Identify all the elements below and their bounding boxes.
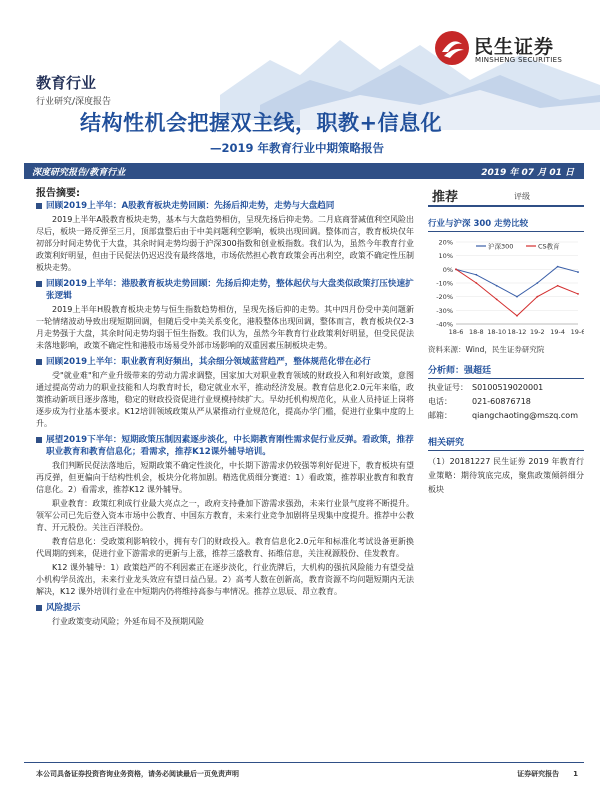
report-category: 深度研究报告/教育行业: [32, 168, 126, 178]
section-paragraph: 受"就业难"和产业升级带来的劳动力需求调整，国家加大对职业教育领域的财政投入和利好政策，意图通过提高劳动力的职业技能和人均教育时长，稳定就业水平，推动经济发展。教育信息化2.0元年来临，政策推动新项目逐步落地，稳定的财政投资促进行业规模持续扩大。早幼托机构规范化，从业人员持证上岗将逐步成为行业基本要求。K12培训领域政策从严从紧推动行业规范化，提高办学门槛，促进行业集中度的上升。: [36, 371, 414, 428]
analyst-heading: [428, 363, 584, 379]
chart-point: [536, 282, 538, 284]
related-research-heading: 相关研究: [428, 435, 584, 451]
chart-point: [516, 315, 518, 317]
analyst-info: [428, 381, 584, 423]
section-paragraph: K12 课外辅导：1）政策趋严的不利因素正在逐步淡化，行业洗牌后，大机构的强抗风险能力有望受益小机构学员流出，未来行业龙头效应有望日益凸显。2）高考人数在创新高，教育资源不均问题短期内无法解决，K12 课外培训行业在中短期内仍将维持高参与率情况。推荐立思辰、昂立教育。: [36, 563, 414, 596]
phone-row: 电话： 021-60876718: [428, 397, 531, 406]
section-heading: 展望2019下半年：短期政策压制因素逐步淡化，中长期教育刚性需求促行业反弹。看政策，推荐职业教育和教育信息化；看需求，推荐K12课外辅导培训。: [36, 434, 414, 458]
chart-y-tick-label: 10%: [438, 252, 453, 261]
report-header: [0, 0, 600, 165]
abstract-section: [36, 602, 414, 628]
comparison-chart: [428, 236, 584, 340]
chart-x-tick-label: 19-6: [570, 328, 584, 336]
rating-row: [428, 185, 584, 207]
email-link[interactable]: qiangchaoting@mszq.com: [472, 411, 578, 420]
rating-label: 评级: [514, 192, 530, 201]
abstract-label: 报告摘要:: [36, 188, 80, 199]
chart-point: [577, 293, 579, 295]
logo-mark-icon: [434, 30, 470, 66]
legend-label: 沪深300: [488, 242, 514, 251]
chart-series-line: [456, 269, 578, 315]
chart-point: [536, 296, 538, 298]
bullet-square-icon: [36, 203, 42, 209]
chart-y-tick-label: -40%: [436, 320, 453, 329]
email-row: 邮箱： qiangchaoting@mszq.com: [428, 411, 578, 420]
chart-point: [557, 266, 559, 268]
page-footer: [24, 762, 584, 782]
section-paragraph: 职业教育：政策红利成行业最大亮点之一，政府支持叠加下游需求强劲，未来行业景气度将不断提升。领军公司已先后登入资本市场中公教育、中国东方教育，未来行业竞争加剧将呈现集中度提升。推荐中公教育、开元股份。关注百洋股份。: [36, 499, 414, 532]
industry-name: 教育行业: [36, 74, 97, 92]
bullet-square-icon: [36, 359, 42, 365]
abstract-section: [36, 200, 414, 274]
chart-point: [557, 285, 559, 287]
chart-svg: [428, 236, 584, 340]
chart-y-tick-label: 0%: [442, 265, 453, 274]
company-logo: [434, 30, 584, 70]
footer-disclaimer: 本公司具备证券投资咨询业务资格，请务必阅读最后一页免责声明: [36, 770, 239, 778]
abstract-column: [36, 200, 414, 632]
chart-x-tick-label: 18-6: [448, 328, 464, 336]
chart-point: [577, 271, 579, 273]
chart-title: 行业与沪深 300 走势比较: [428, 217, 584, 232]
section-heading: 回顾2019上半年：A股教育板块走势回顾：先扬后抑走势，走势与大盘趋同: [36, 200, 414, 212]
bullet-square-icon: [36, 605, 42, 611]
report-info-bar: [24, 163, 584, 179]
chart-point: [475, 274, 477, 276]
abstract-section: [36, 356, 414, 430]
page-subtitle: —2019 年教育行业中期策略报告: [210, 141, 385, 155]
chart-source: 资料来源：Wind，民生证券研究院: [428, 345, 545, 354]
chart-point: [496, 299, 498, 301]
section-heading: 风险提示: [36, 602, 414, 614]
chart-x-tick-label: 18-12: [507, 328, 527, 336]
sidebar-column: [428, 185, 584, 497]
report-type: 行业研究/深度报告: [36, 97, 112, 107]
chart-y-tick-label: -20%: [436, 293, 453, 302]
logo-text-cn: 民生证券: [474, 36, 555, 58]
chart-y-tick-label: -10%: [436, 279, 453, 288]
analyst-name: 强超廷: [464, 366, 492, 376]
section-paragraph: 行业政策变动风险；外延布局不及预期风险: [52, 617, 204, 626]
chart-x-tick-label: 19-4: [550, 328, 566, 336]
chart-y-tick-label: -30%: [436, 306, 453, 315]
report-date: 2019 年 07 月 01 日: [481, 168, 574, 178]
abstract-section: [36, 434, 414, 598]
chart-y-tick-label: 20%: [438, 238, 453, 247]
chart-point: [496, 285, 498, 287]
chart-point: [475, 282, 477, 284]
section-paragraph: 2019上半年A股教育板块走势，基本与大盘趋势相仿，呈现先扬后抑走势。二月底商誉减值利空风险出尽后，板块一路反弹至三月，顶部盘整后由于中美问题利空影响，板块出现回调。整体而言，教育板块仅年初部分时间走势优于大盘，其余时间走势均弱于沪深300指数和创业板指数。我们认为，虽然今年教育行业政策利好明显，但由于民促法仍迟迟没有最终落地，市场依然担心教育政策会再出利空，政策不确定性压制板块走势。: [36, 215, 414, 272]
license-row: 执业证号： S0100519020001: [428, 383, 544, 392]
abstract-section: [36, 278, 414, 352]
rating-value: 推荐: [432, 190, 459, 205]
chart-x-tick-label: 19-2: [529, 328, 545, 336]
section-paragraph: 教育信息化：受政策利影响较小，拥有专门的财政投入。教育信息化2.0元年和标准化考试设备更新换代周期的到来，促进行业下游需求的更新与上涨，推荐三盛教育、拓维信息，关注视源股份、佳发教育。: [36, 537, 414, 558]
related-research-item[interactable]: （1）20181227 民生证券 2019 年教育行业策略：期待筑底完成，聚焦政策倾斜细分板块: [428, 457, 584, 494]
section-heading: 回顾2019上半年：职业教育利好频出，其余细分领域蓝营趋严，整体规范化带在必行: [36, 356, 414, 368]
section-paragraph: 2019上半年H股教育板块走势与恒生指数趋势相仿，呈现先扬后抑的走势。其中四月份受中美问题新一轮情绪波动导致出现短期回调，但随后受中美关系变化，港股整体出现回调，整体而言，教育板块仅2-3月走势强于大盘，其余时间走势均弱于恒生指数。我们认为，虽然今年教育行业政策利好明显，但受民促法未落地影响，政策不确定性和港股市场易受外部市场影响的双重因素压制板块走势。: [36, 305, 414, 350]
section-heading: 回顾2019上半年：港股教育板块走势回顾：先扬后抑走势，整体起伏与大盘类似政策打压快速扩张逻辑: [36, 278, 414, 302]
footer-page-number: 证券研究报告 1: [517, 770, 578, 778]
analyst-label: 分析师：: [428, 366, 465, 376]
section-paragraph: 我们判断民促法落地后，短期政策不确定性淡化，中长期下游需求仍较强等利好促进下，教育板块有望再反弹，但更偏向于结构性机会，板块分化将加剧。精选优质细分赛道：1）看政策，推荐职业教育和教育信息化。2）看需求，推荐K12 课外辅导。: [36, 461, 414, 494]
chart-point: [516, 296, 518, 298]
bullet-square-icon: [36, 281, 42, 287]
chart-point: [455, 268, 457, 270]
chart-x-tick-label: 18-10: [487, 328, 507, 336]
bullet-square-icon: [36, 437, 42, 443]
legend-label: CS教育: [538, 242, 560, 251]
logo-text-en: MINSHENG SECURITIES: [475, 56, 563, 64]
chart-x-tick-label: 18-8: [468, 328, 484, 336]
page-title: 结构性机会把握双主线，职教+信息化: [80, 111, 443, 135]
